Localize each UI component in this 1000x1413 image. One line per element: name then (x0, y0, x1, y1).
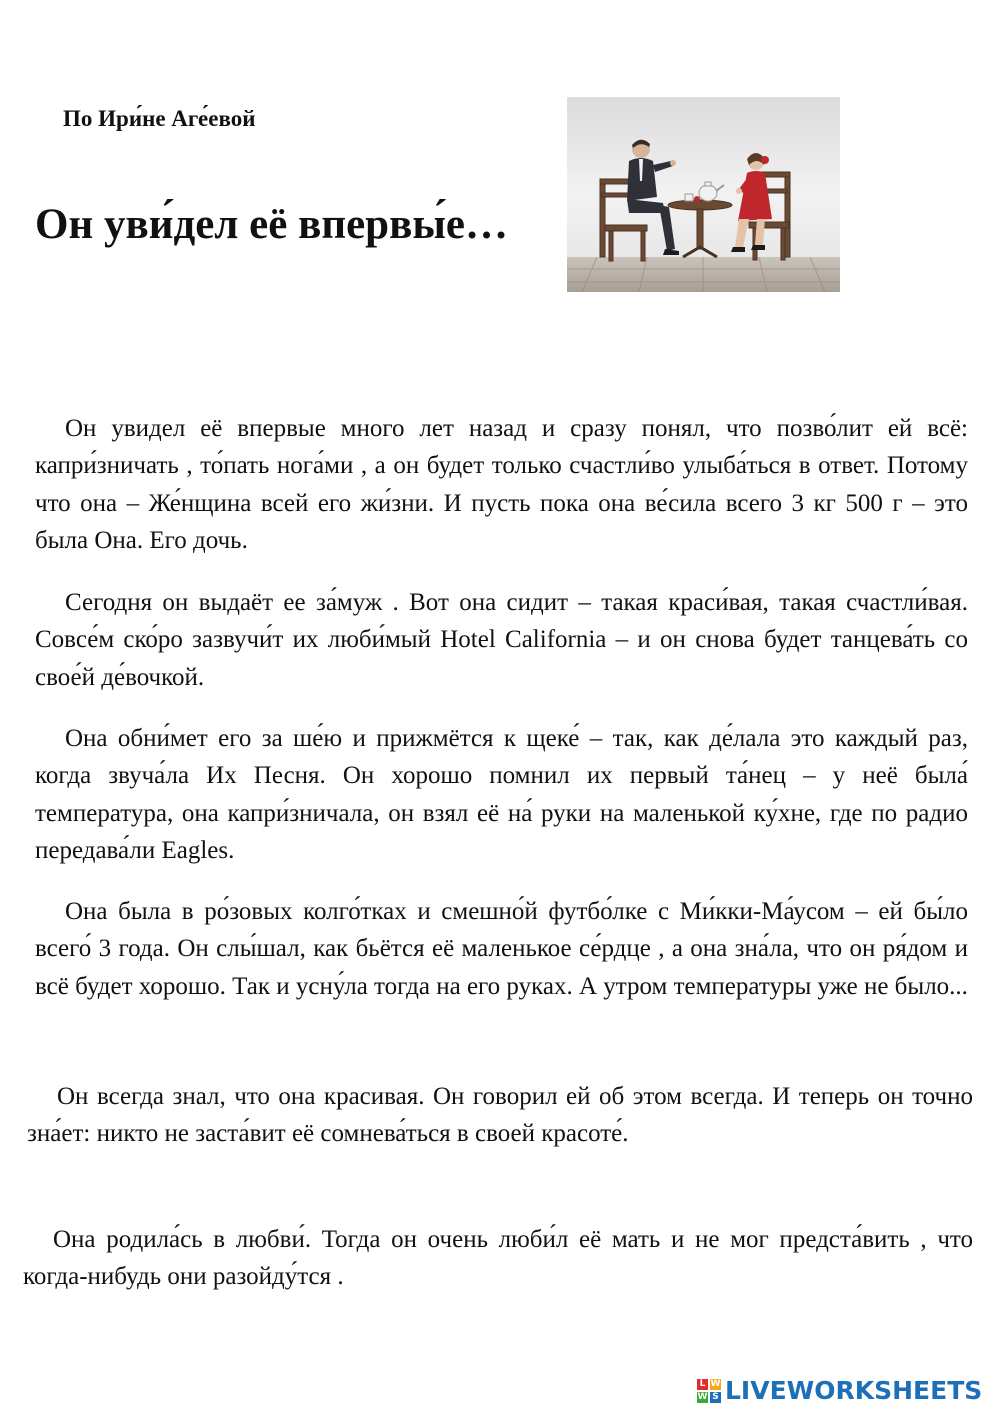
watermark-text: LIVEWORKSHEETS (725, 1376, 983, 1405)
paragraph-6: Она родила́сь в любви́. Тогда он очень люби́л её мать и не мог предста́вить , что когда-нибудь они разойду́тся . (23, 1226, 973, 1291)
author-line: По Ири́не Аге́евой (63, 106, 256, 131)
paragraph-2: Сегодня он выдаёт ее за́муж . Вот она сидит – такая краси́вая, такая счастли́вая. Совсе́м ско́ро зазвучи́т их люби́мый Hotel California – и он снова будет танцева́ть со свое́й де́вочкой. (35, 589, 968, 691)
paragraph-1: Он увидел её впервые много лет назад и сразу понял, что позво́лит ей всё: капри́зничать , то́пать нога́ми , а он будет только счастли́во улыба́ться в ответ. Потому что она – Же́нщина всей его жи́зни. И пусть пока она ве́сила всего 3 кг 500 г – это была Она. Его дочь. (35, 415, 968, 554)
paragraph-3: Она обни́мет его за ше́ю и прижмётся к щеке́ – так, как де́лала это каждый раз, когда звуча́ла Их Песня. Он хорошо помнил их первый та́нец – у неё была́ температура, она капри́зничала, он взял её на́ руки на маленькой ку́хне, где по радио передава́ли Eagles. (35, 725, 968, 864)
logo-letter: W (697, 1391, 708, 1402)
logo-letter: L (697, 1379, 708, 1390)
page-title: Он уви́дел её впервы́е… (35, 201, 508, 248)
logo-letter: S (710, 1392, 721, 1403)
liveworksheets-watermark (697, 1378, 982, 1403)
couple-at-tea-table-illustration (567, 97, 840, 292)
paragraph-4: Она была в ро́зовых колго́тках и смешно́й футбо́лке с Ми́кки-Ма́усом – ей бы́ло всего́ 3 года. Он слы́шал, как бьётся её маленькое се́рдце , а она зна́ла, что он ря́дом и всё будет хорошо. Так и усну́ла тогда на его руках. А утром температуры уже не было... (35, 898, 968, 1000)
paragraph-5: Он всегда знал, что она красивая. Он говорил ей об этом всегда. И теперь он точно зна́ет: никто не заста́вит её сомнева́ться в своей красоте́. (27, 1083, 973, 1148)
liveworksheets-logo-icon (697, 1379, 721, 1403)
logo-letter: W (710, 1378, 721, 1389)
